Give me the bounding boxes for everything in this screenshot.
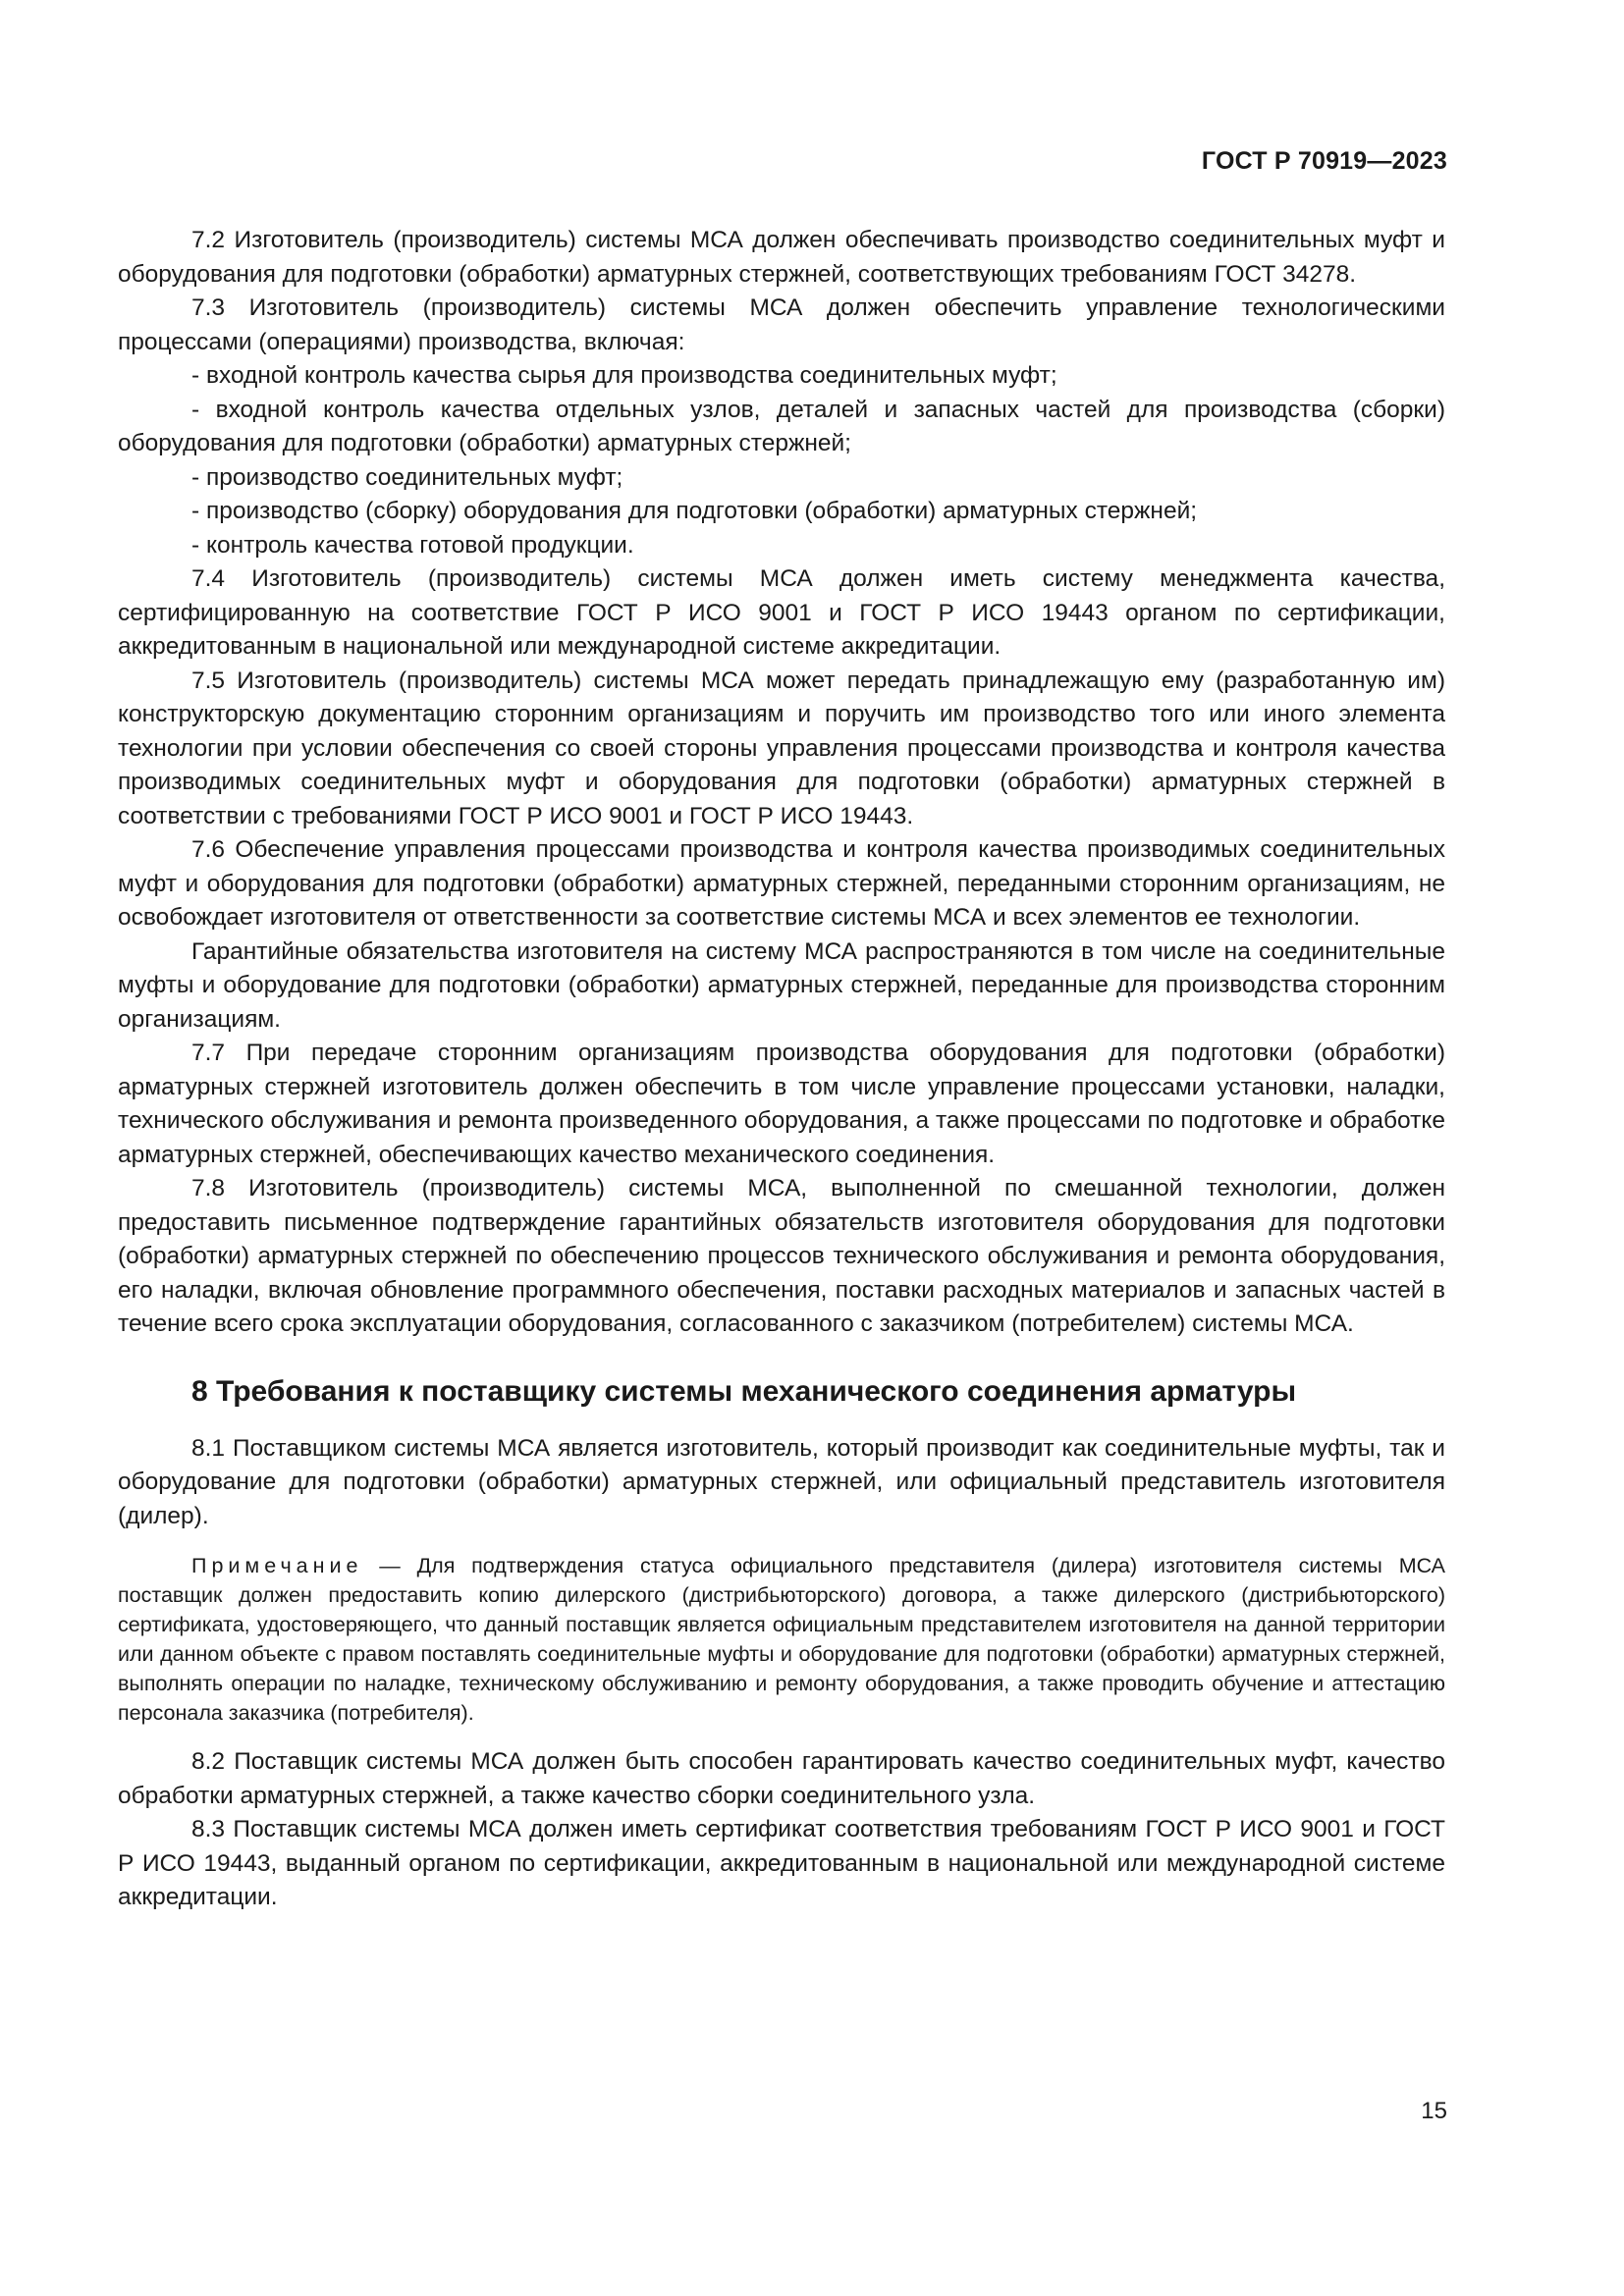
paragraph-7-4: 7.4 Изготовитель (производитель) системы МСА должен иметь систему менеджмента качества, сертифицированную на соответствие ГОСТ Р ИСО 9001 и ГОСТ Р ИСО 19443 органом по сертификации, аккредитованным в национальной или международной системе аккредитации. [118, 565, 1445, 660]
paragraph-8-1: 8.1 Поставщиком системы МСА является изготовитель, который производит как соединительные муфты, так и оборудование для подготовки (обработки) арматурных стержней, или официальный представитель изготовителя (дилер). [118, 1434, 1445, 1529]
paragraph-8-2: 8.2 Поставщик системы МСА должен быть способен гарантировать качество соединительных муфт, качество обработки арматурных стержней, а также качество сборки соединительного узла. [118, 1748, 1445, 1809]
list-item: - контроль качества готовой продукции. [191, 531, 634, 559]
note-text: — Для подтверждения статуса официального представителя (дилера) изготовителя системы МСА поставщик должен предоставить копию дилерского (дистрибьюторского) договора, а также дилерского (дистрибьюторского) сертификата, удостоверяющего, что данный поставщик является официальным представителем изготовителя на данной территории или данном объекте с правом поставлять соединительные муфты и оборудование для подготовки (обработки) арматурных стержней, выполнять операции по наладке, техническому обслуживанию и ремонту оборудования, а также проводить обучение и аттестацию персонала заказчика (потребителя). [118, 1554, 1445, 1725]
page-number: 15 [1421, 2098, 1447, 2124]
list-item: - производство соединительных муфт; [191, 463, 623, 491]
paragraph-7-8: 7.8 Изготовитель (производитель) системы МСА, выполненной по смешанной технологии, должен предоставить письменное подтверждение гарантийных обязательств изготовителя оборудования для подготовки (обработки) арматурных стержней по обеспечению процессов технического обслуживания и ремонта оборудования, его наладки, включая обновление программного обеспечения, поставки расходных материалов и запасных частей в течение всего срока эксплуатации оборудования, согласованного с заказчиком (потребителем) системы МСА. [118, 1175, 1445, 1337]
paragraph-7-5: 7.5 Изготовитель (производитель) системы МСА может передать принадлежащую ему (разработанную им) конструкторскую документацию сторонним организациям и поручить им производство того или иного элемента технологии при условии обеспечения со своей стороны управления процессами производства и контроля качества производимых соединительных муфт и оборудования для подготовки (обработки) арматурных стержней в соответствии с требованиями ГОСТ Р ИСО 9001 и ГОСТ Р ИСО 19443. [118, 667, 1445, 829]
paragraph-7-3: 7.3 Изготовитель (производитель) системы МСА должен обеспечить управление технологическими процессами (операциями) производства, включая: [118, 294, 1445, 355]
section-8-title: 8 Требования к поставщику системы механического соединения арматуры [191, 1374, 1297, 1408]
document-body [118, 224, 1445, 1915]
list-item: - входной контроль качества сырья для производства соединительных муфт; [191, 362, 1057, 389]
paragraph-7-2: 7.2 Изготовитель (производитель) системы МСА должен обеспечивать производство соединительных муфт и оборудования для подготовки (обработки) арматурных стержней, соответствующих требованиям ГОСТ 34278. [118, 227, 1445, 288]
paragraph-7-6: 7.6 Обеспечение управления процессами производства и контроля качества производимых соединительных муфт и оборудования для подготовки (обработки) арматурных стержней, переданными сторонним организациям, не освобождает изготовителя от ответственности за соответствие системы МСА и всех элементов ее технологии. [118, 836, 1445, 931]
note-label: Примечание [191, 1554, 363, 1577]
paragraph-7-6-warranty: Гарантийные обязательства изготовителя на систему МСА распространяются в том числе на соединительные муфты и оборудование для подготовки (обработки) арматурных стержней, переданные для производства сторонним организациям. [118, 937, 1445, 1033]
list-item: - производство (сборку) оборудования для подготовки (обработки) арматурных стержней; [191, 498, 1198, 524]
note [118, 1551, 1445, 1728]
document-header: ГОСТ Р 70919—2023 [1201, 147, 1447, 175]
list-item: - входной контроль качества отдельных узлов, деталей и запасных частей для производства (сборки) оборудования для подготовки (обработки) арматурных стержней; [118, 396, 1445, 456]
paragraph-8-3: 8.3 Поставщик системы МСА должен иметь сертификат соответствия требованиям ГОСТ Р ИСО 9001 и ГОСТ Р ИСО 19443, выданный органом по сертификации, аккредитованным в национальной или международной системе аккредитации. [118, 1816, 1445, 1910]
paragraph-7-7: 7.7 При передаче сторонним организациям производства оборудования для подготовки (обработки) арматурных стержней изготовитель должен обеспечить в том числе управление процессами установки, наладки, технического обслуживания и ремонта произведенного оборудования, а также процессами по подготовке и обработке арматурных стержней, обеспечивающих качество механического соединения. [118, 1040, 1445, 1168]
